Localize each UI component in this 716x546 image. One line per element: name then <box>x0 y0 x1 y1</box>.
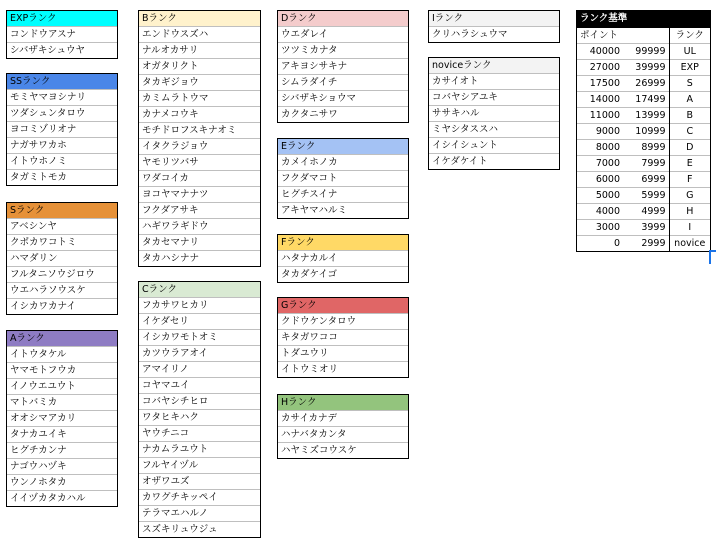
rank-cell[interactable]: H <box>669 204 710 220</box>
member-cell[interactable]: トダユウリ <box>278 345 408 361</box>
member-cell[interactable]: イケダセリ <box>139 313 260 329</box>
rank-group-h <box>277 394 409 459</box>
max-point-cell[interactable]: 13999 <box>623 108 669 124</box>
member-cell[interactable]: カサイカナデ <box>278 410 408 426</box>
member-cell[interactable]: ヨコヤマナナツ <box>139 186 260 202</box>
rank-standard-row <box>577 172 710 188</box>
member-cell[interactable]: オオシマアカリ <box>7 410 117 426</box>
member-cell[interactable]: ハマダリン <box>7 250 117 266</box>
rank-column-header[interactable]: ランク <box>669 28 710 44</box>
member-cell[interactable]: ヤウチニコ <box>139 425 260 441</box>
max-point-cell[interactable]: 7999 <box>623 156 669 172</box>
point-column-header[interactable]: ポイント <box>577 28 669 44</box>
max-point-cell[interactable]: 39999 <box>623 60 669 76</box>
member-cell[interactable]: イトウタケル <box>7 346 117 362</box>
rank-standard-row <box>577 140 710 156</box>
rank-header: SSランク <box>7 74 117 89</box>
member-cell[interactable]: フルヤイヅル <box>139 457 260 473</box>
min-point-cell[interactable]: 8000 <box>577 140 623 156</box>
min-point-cell[interactable]: 14000 <box>577 92 623 108</box>
rank-header: Eランク <box>278 139 408 154</box>
member-cell[interactable]: イケダケイト <box>429 153 559 169</box>
member-cell[interactable]: ハギワラギドウ <box>139 218 260 234</box>
min-point-cell[interactable]: 7000 <box>577 156 623 172</box>
rank-header: Gランク <box>278 298 408 313</box>
rank-group-d <box>277 10 409 123</box>
max-point-cell[interactable]: 3999 <box>623 220 669 236</box>
member-cell[interactable]: ナゴウハヅキ <box>7 458 117 474</box>
rank-cell[interactable]: I <box>669 220 710 236</box>
rank-group-f <box>277 234 409 283</box>
rank-standard-row <box>577 124 710 140</box>
max-point-cell[interactable]: 2999 <box>623 236 669 252</box>
member-cell[interactable]: カミムラトウマ <box>139 90 260 106</box>
rank-standard-row <box>577 204 710 220</box>
member-cell[interactable]: エンドウスズハ <box>139 26 260 42</box>
min-point-cell[interactable]: 3000 <box>577 220 623 236</box>
rank-header: Hランク <box>278 395 408 410</box>
rank-cell[interactable]: EXP <box>669 60 710 76</box>
member-cell[interactable]: ツダシュンタロウ <box>7 105 117 121</box>
rank-header: Aランク <box>7 331 117 346</box>
member-cell[interactable]: イトウホノミ <box>7 153 117 169</box>
max-point-cell[interactable]: 5999 <box>623 188 669 204</box>
member-cell[interactable]: ワタヒキハク <box>139 409 260 425</box>
member-cell[interactable]: カワグチキッペイ <box>139 489 260 505</box>
min-point-cell[interactable]: 6000 <box>577 172 623 188</box>
member-cell[interactable]: イシカワカナイ <box>7 298 117 314</box>
max-point-cell[interactable]: 6999 <box>623 172 669 188</box>
member-cell[interactable]: カツウラアオイ <box>139 345 260 361</box>
member-cell[interactable]: ヨコミゾリオナ <box>7 121 117 137</box>
member-cell[interactable]: マトバミカ <box>7 394 117 410</box>
rank-cell[interactable]: D <box>669 140 710 156</box>
member-cell[interactable]: イタクラジョウ <box>139 138 260 154</box>
member-cell[interactable]: ハタナカルイ <box>278 250 408 266</box>
rank-cell[interactable]: E <box>669 156 710 172</box>
rank-standard-row <box>577 44 710 60</box>
min-point-cell[interactable]: 27000 <box>577 60 623 76</box>
member-cell[interactable]: イノウエユウト <box>7 378 117 394</box>
rank-header: noviceランク <box>429 58 559 73</box>
member-cell[interactable]: フクダマコト <box>278 170 408 186</box>
rank-standard-row <box>577 76 710 92</box>
member-cell[interactable]: クボカワコトミ <box>7 234 117 250</box>
rank-cell[interactable]: F <box>669 172 710 188</box>
member-cell[interactable]: オガタリクト <box>139 58 260 74</box>
member-cell[interactable]: キタガワココ <box>278 329 408 345</box>
member-cell[interactable]: クドウケンタロウ <box>278 313 408 329</box>
rank-header: Cランク <box>139 282 260 297</box>
rank-group-novice <box>428 57 560 170</box>
rank-header: Sランク <box>7 203 117 218</box>
member-cell[interactable]: ウエダレイ <box>278 26 408 42</box>
member-cell[interactable]: シバザキシュウヤ <box>7 42 117 58</box>
member-cell[interactable]: アベシンヤ <box>7 218 117 234</box>
max-point-cell[interactable]: 17499 <box>623 92 669 108</box>
min-point-cell[interactable]: 4000 <box>577 204 623 220</box>
rank-group-s <box>6 202 118 315</box>
member-cell[interactable]: モミヤマヨシナリ <box>7 89 117 105</box>
member-cell[interactable]: カサイオト <box>429 73 559 89</box>
member-cell[interactable]: タガミトモカ <box>7 169 117 185</box>
member-cell[interactable]: タカハシナナ <box>139 250 260 266</box>
member-cell[interactable]: オザワユズ <box>139 473 260 489</box>
rank-standard-row <box>577 236 710 252</box>
rank-group-a <box>6 330 118 507</box>
rank-cell[interactable]: A <box>669 92 710 108</box>
min-point-cell[interactable]: 40000 <box>577 44 623 60</box>
member-cell[interactable]: カクタニサワ <box>278 106 408 122</box>
min-point-cell[interactable]: 9000 <box>577 124 623 140</box>
member-cell[interactable]: モチドロフスキナオミ <box>139 122 260 138</box>
rank-header: Iランク <box>429 11 559 26</box>
max-point-cell[interactable]: 8999 <box>623 140 669 156</box>
member-cell[interactable]: タナカユイキ <box>7 426 117 442</box>
max-point-cell[interactable]: 4999 <box>623 204 669 220</box>
member-cell[interactable]: イシカワモトオミ <box>139 329 260 345</box>
rank-cell[interactable]: G <box>669 188 710 204</box>
member-cell[interactable]: スズキリュウジュ <box>139 521 260 537</box>
rank-cell[interactable]: UL <box>669 44 710 60</box>
rank-header: Dランク <box>278 11 408 26</box>
member-cell[interactable]: コバヤシアユキ <box>429 89 559 105</box>
min-point-cell[interactable]: 5000 <box>577 188 623 204</box>
rank-group-ss <box>6 73 118 186</box>
member-cell[interactable]: コバヤシチヒロ <box>139 393 260 409</box>
member-cell[interactable]: ナカムラユウト <box>139 441 260 457</box>
member-cell[interactable]: テラマエハルノ <box>139 505 260 521</box>
rank-standard-grid <box>577 27 710 251</box>
rank-group-e <box>277 138 409 219</box>
rank-standard-row <box>577 108 710 124</box>
max-point-cell[interactable]: 99999 <box>623 44 669 60</box>
member-cell[interactable]: ハヤミズコウスケ <box>278 442 408 458</box>
rank-cell[interactable]: C <box>669 124 710 140</box>
member-cell[interactable]: ナルオカサリ <box>139 42 260 58</box>
rank-standard-title: ランク基準 <box>577 11 710 27</box>
member-cell[interactable]: ヤモリツバサ <box>139 154 260 170</box>
max-point-cell[interactable]: 10999 <box>623 124 669 140</box>
member-cell[interactable]: イイヅカタカハル <box>7 490 117 506</box>
rank-header: Bランク <box>139 11 260 26</box>
rank-cell[interactable]: S <box>669 76 710 92</box>
member-cell[interactable]: シバザキショウマ <box>278 90 408 106</box>
member-cell[interactable]: シムラダイチ <box>278 74 408 90</box>
member-cell[interactable]: アマイリノ <box>139 361 260 377</box>
member-cell[interactable]: フカサワヒカリ <box>139 297 260 313</box>
member-cell[interactable]: フクダアサキ <box>139 202 260 218</box>
cell-selection-indicator <box>709 250 716 264</box>
rank-group-i <box>428 10 560 43</box>
member-cell[interactable]: タカセマナリ <box>139 234 260 250</box>
rank-group-g <box>277 297 409 378</box>
member-cell[interactable]: ヒグチスイナ <box>278 186 408 202</box>
member-cell[interactable]: タカギジョウ <box>139 74 260 90</box>
max-point-cell[interactable]: 26999 <box>623 76 669 92</box>
rank-cell[interactable]: B <box>669 108 710 124</box>
min-point-cell[interactable]: 0 <box>577 236 623 252</box>
member-cell[interactable]: ツツミカナタ <box>278 42 408 58</box>
rank-header: Fランク <box>278 235 408 250</box>
member-cell[interactable]: ヤマモトフウカ <box>7 362 117 378</box>
rank-standard-row <box>577 92 710 108</box>
member-cell[interactable]: アキヨシサキナ <box>278 58 408 74</box>
rank-standard-row <box>577 220 710 236</box>
rank-group-b <box>138 10 261 267</box>
member-cell[interactable]: コンドウアスナ <box>7 26 117 42</box>
rank-group-exp <box>6 10 118 59</box>
member-cell[interactable]: タカダケイゴ <box>278 266 408 282</box>
member-cell[interactable]: ミヤシタススハ <box>429 121 559 137</box>
member-cell[interactable]: アキヤマハルミ <box>278 202 408 218</box>
rank-standard-table <box>576 10 711 252</box>
rank-standard-row <box>577 156 710 172</box>
member-cell[interactable]: ワダコイカ <box>139 170 260 186</box>
member-cell[interactable]: コヤマユイ <box>139 377 260 393</box>
member-cell[interactable]: イトウミオリ <box>278 361 408 377</box>
member-cell[interactable]: フルタニソウジロウ <box>7 266 117 282</box>
rank-header: EXPランク <box>7 11 117 26</box>
member-cell[interactable]: ハナバタカンタ <box>278 426 408 442</box>
member-cell[interactable]: ヒグチカンナ <box>7 442 117 458</box>
member-cell[interactable]: イシイシュント <box>429 137 559 153</box>
member-cell[interactable]: ナガサワカホ <box>7 137 117 153</box>
min-point-cell[interactable]: 11000 <box>577 108 623 124</box>
member-cell[interactable]: クリハラシュウマ <box>429 26 559 42</box>
rank-standard-row <box>577 188 710 204</box>
member-cell[interactable]: ウンノホタカ <box>7 474 117 490</box>
rank-standard-row <box>577 60 710 76</box>
min-point-cell[interactable]: 17500 <box>577 76 623 92</box>
member-cell[interactable]: ササキハル <box>429 105 559 121</box>
rank-cell[interactable]: novice <box>669 236 710 252</box>
rank-group-c <box>138 281 261 538</box>
member-cell[interactable]: ウエハラソウスケ <box>7 282 117 298</box>
rank-standard-header-row <box>577 28 710 44</box>
member-cell[interactable]: カナメコウキ <box>139 106 260 122</box>
member-cell[interactable]: カメイホノカ <box>278 154 408 170</box>
